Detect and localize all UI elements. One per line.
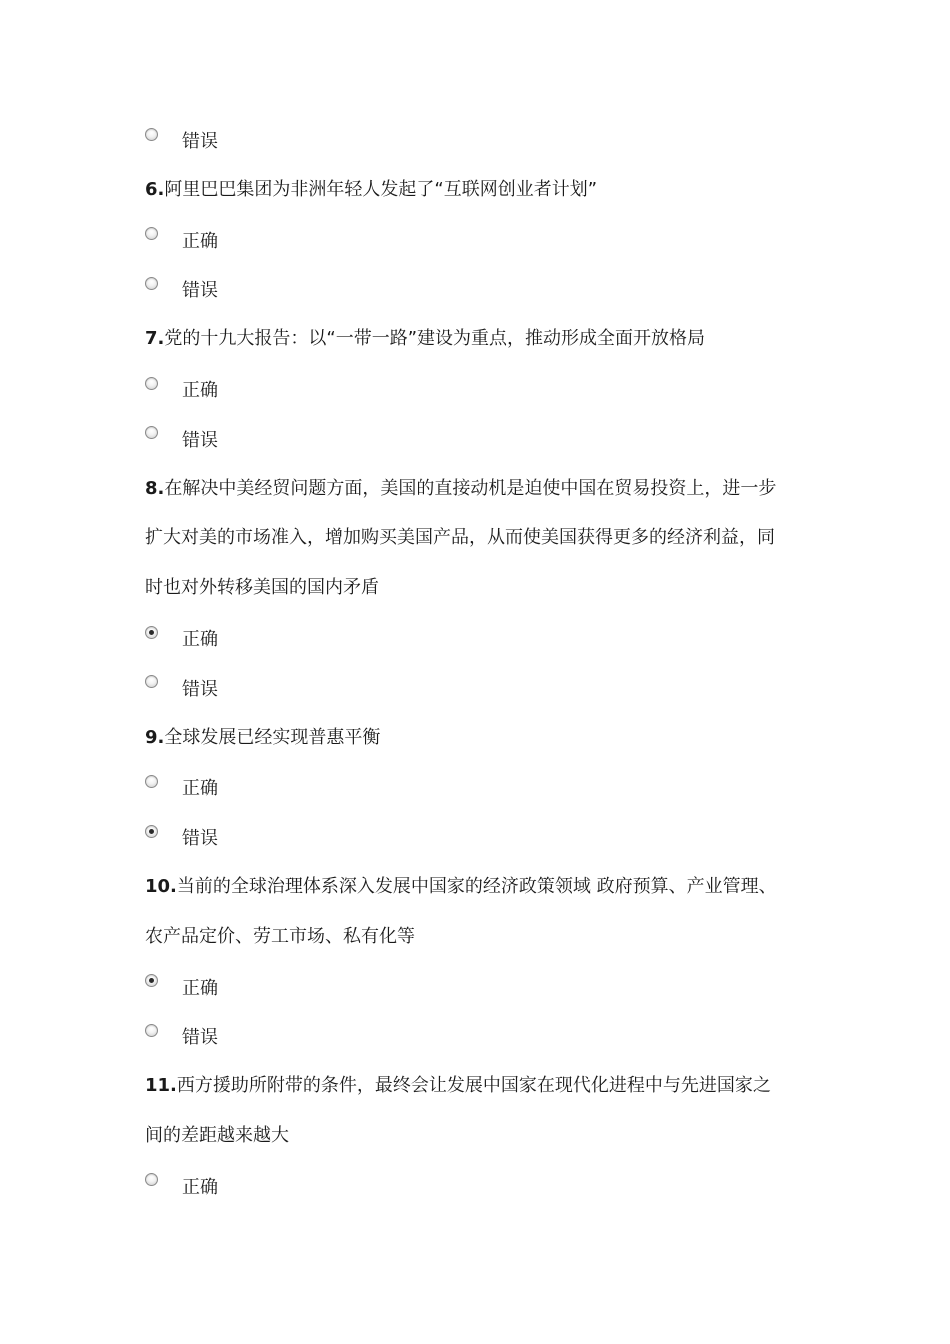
- question-line: 全球发展已经实现普惠平衡: [164, 726, 381, 748]
- option-label: 错误: [182, 131, 218, 152]
- answer-option[interactable]: [145, 1173, 218, 1199]
- question-line: 西方援助所附带的条件，最终会让发展中国家在现代化进程中与先进国家之: [176, 1075, 771, 1097]
- option-label: 错误: [182, 828, 218, 850]
- radio-button[interactable]: [145, 775, 158, 788]
- radio-button[interactable]: [145, 1024, 158, 1037]
- question-line: 扩大对美的市场准入，增加购买美国产品，从而使美国获得更多的经济利益，同: [145, 527, 775, 549]
- answer-option[interactable]: [145, 824, 218, 850]
- answer-option[interactable]: [145, 1023, 218, 1049]
- question-text: [145, 525, 815, 551]
- radio-button[interactable]: [145, 426, 158, 439]
- question-number: 10.: [145, 876, 177, 897]
- question-text: [145, 1073, 815, 1099]
- option-label: 错误: [182, 429, 218, 451]
- option-label: 错误: [182, 1027, 218, 1049]
- radio-button[interactable]: [145, 1173, 158, 1186]
- answer-option[interactable]: [145, 276, 218, 302]
- answer-option[interactable]: [145, 426, 218, 452]
- question-number: 7.: [145, 328, 165, 350]
- question-line: 时也对外转移美国的国内矛盾: [145, 577, 379, 599]
- radio-button[interactable]: [145, 974, 158, 987]
- answer-option[interactable]: [145, 127, 218, 153]
- question-line: 党的十九大报告：以“一带一路”建设为重点，推动形成全面开放格局: [164, 328, 706, 350]
- answer-option[interactable]: [145, 625, 218, 651]
- option-label: 正确: [182, 1176, 218, 1198]
- option-label: 正确: [182, 380, 218, 401]
- radio-button[interactable]: [145, 227, 158, 240]
- question-text: [145, 924, 815, 950]
- question-text: [145, 1123, 815, 1149]
- radio-button[interactable]: [145, 626, 158, 639]
- answer-option[interactable]: [145, 774, 218, 800]
- option-label: 正确: [182, 778, 218, 800]
- option-label: 正确: [182, 629, 218, 650]
- radio-button[interactable]: [145, 277, 158, 290]
- question-line: 农产品定价、劳工市场、私有化等: [145, 925, 415, 947]
- question-text: [145, 326, 815, 352]
- radio-button[interactable]: [145, 675, 158, 688]
- question-number: 6.: [145, 178, 165, 200]
- answer-option[interactable]: [145, 974, 218, 1000]
- question-line: 间的差距越来越大: [145, 1125, 289, 1146]
- answer-option[interactable]: [145, 227, 218, 253]
- question-number: 9.: [145, 726, 165, 748]
- question-number: 11.: [145, 1075, 177, 1097]
- question-text: [145, 725, 815, 751]
- radio-button[interactable]: [145, 825, 158, 838]
- answer-option[interactable]: [145, 376, 218, 402]
- option-label: 正确: [182, 230, 218, 252]
- answer-option[interactable]: [145, 675, 218, 701]
- question-text: [145, 575, 815, 601]
- question-line: 当前的全球治理体系深入发展中国家的经济政策领域 政府预算、产业管理、: [176, 876, 777, 897]
- question-text: [145, 476, 815, 502]
- question-line: 阿里巴巴集团为非洲年轻人发起了“互联网创业者计划”: [164, 178, 598, 200]
- question-number: 8.: [145, 477, 165, 499]
- question-text: [145, 177, 815, 203]
- option-label: 错误: [182, 678, 218, 700]
- option-label: 正确: [182, 977, 218, 999]
- question-text: [145, 874, 815, 900]
- radio-button[interactable]: [145, 377, 158, 390]
- question-line: 在解决中美经贸问题方面，美国的直接动机是迫使中国在贸易投资上，进一步: [164, 477, 777, 499]
- option-label: 错误: [182, 280, 218, 302]
- radio-button[interactable]: [145, 128, 158, 141]
